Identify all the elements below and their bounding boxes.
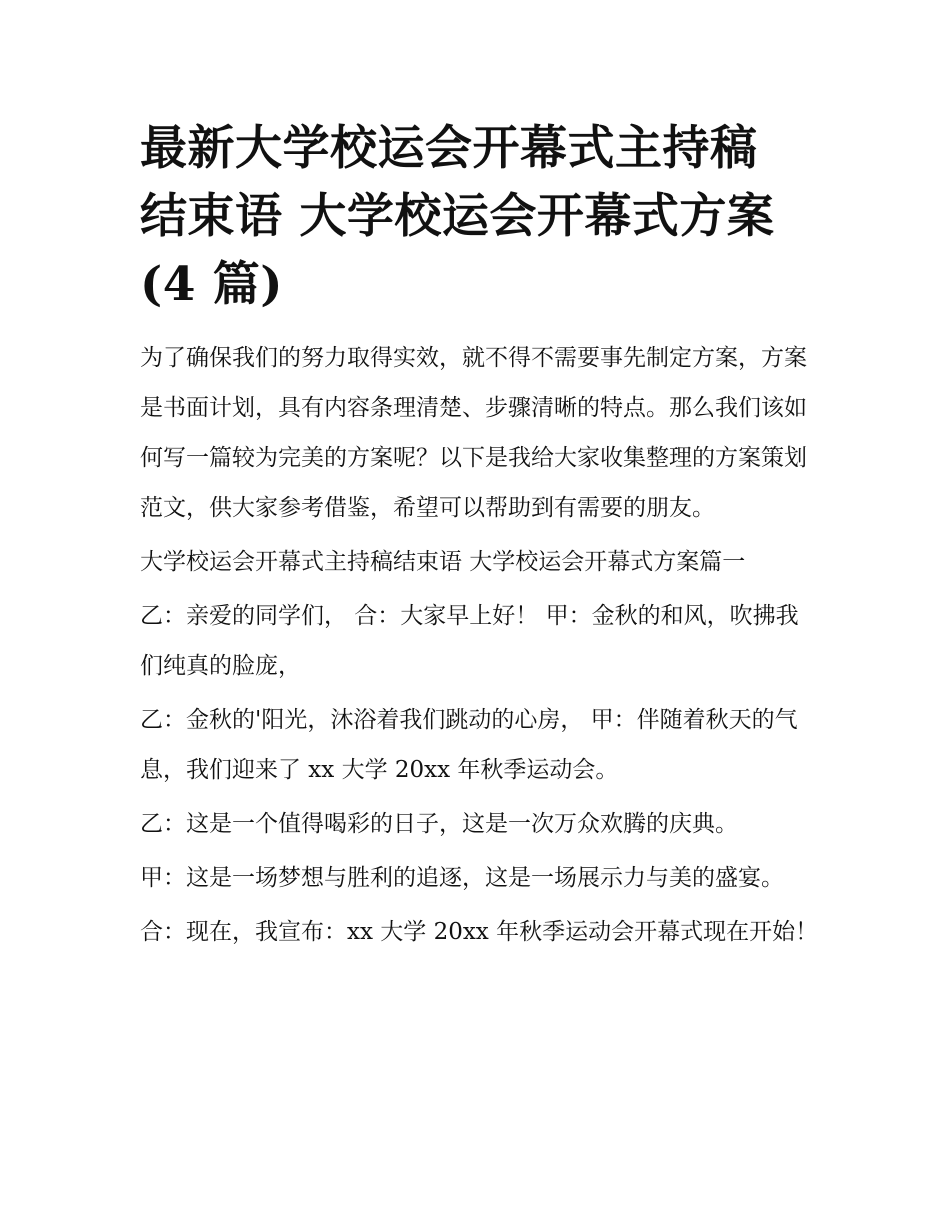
dialogue-line-4: 甲：这是一场梦想与胜利的追逐，这是一场展示力与美的盛宴。 (140, 865, 784, 891)
intro-paragraph: 为了确保我们的努力取得实效，就不得不需要事先制定方案，方案是书面计划，具有内容条理清楚、步骤清晰的特点。那么我们该如何写一篇较为完美的方案呢？以下是我给大家收集整理的方案策划范文，供大家参考借鉴，希望可以帮助到有需要的朋友。 (140, 345, 807, 521)
document-title (140, 115, 820, 319)
dialogue-line-1: 乙：亲爱的同学们， 合：大家早上好！ 甲：金秋的和风，吹拂我们纯真的脸庞， (140, 603, 799, 679)
title-line-3: (4 篇) (140, 257, 284, 312)
dialogue-line-2: 乙：金秋的'阳光，沐浴着我们跳动的心房， 甲：伴随着秋天的气息，我们迎来了 xx 大学 20xx 年秋季运动会。 (140, 707, 798, 783)
dialogue-line-3: 乙：这是一个值得喝彩的日子，这是一次万众欢腾的庆典。 (140, 811, 738, 837)
document-page (140, 115, 820, 961)
dialogue-line-5: 合：现在，我宣布：xx 大学 20xx 年秋季运动会开幕式现在开始！ (140, 919, 819, 945)
title-line-2: 结束语 大学校运会开幕式方案 (140, 189, 775, 244)
section-heading: 大学校运会开幕式主持稿结束语 大学校运会开幕式方案篇一 (140, 549, 746, 575)
title-line-1: 最新大学校运会开幕式主持稿 (140, 121, 758, 176)
